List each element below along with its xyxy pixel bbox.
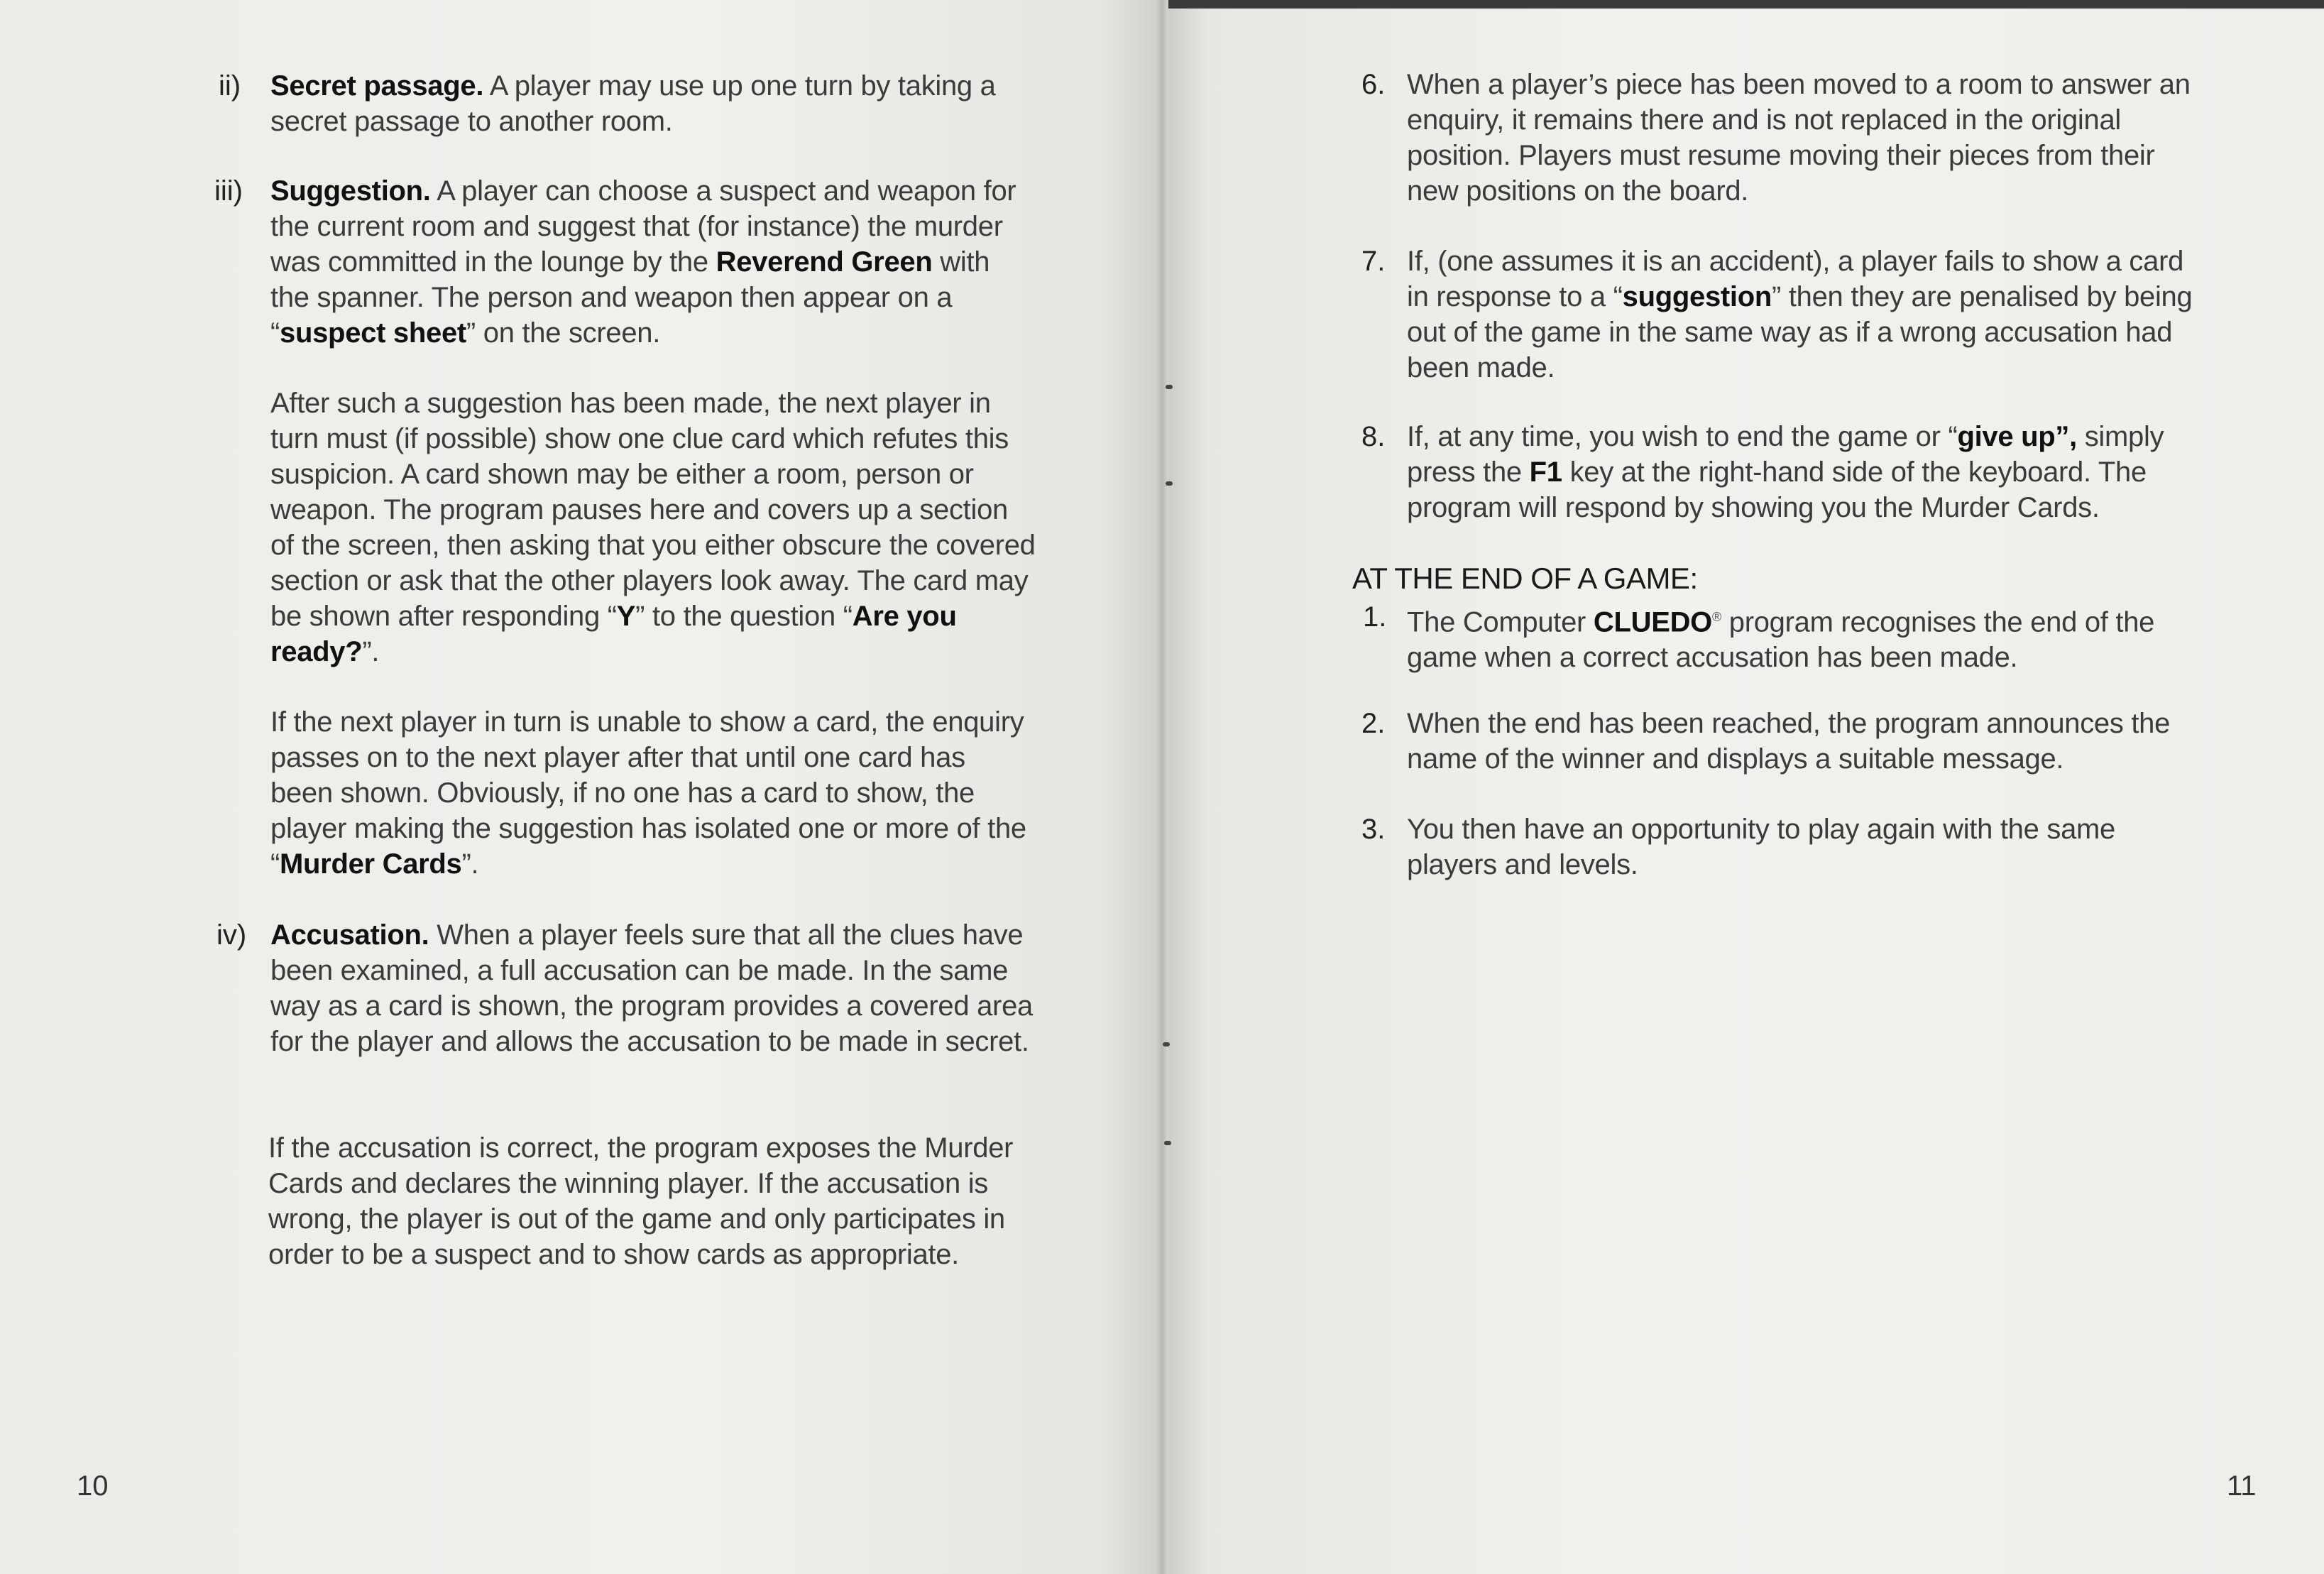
numbered-item: If, (one assumes it is an accident), a player fails to show a card in response to a “suggestion” then they are penalised by being out of the game in the same way as if a wrong accusation had been made.	[1407, 246, 2193, 383]
page-gutter	[1156, 0, 1168, 1574]
item-text: Secret passage. A player may use up one turn by taking a secret passage to another room.	[270, 70, 996, 137]
item-marker: iv)	[216, 919, 247, 951]
binding-mark	[1163, 1042, 1170, 1046]
item-marker: 1.	[1363, 601, 1387, 633]
item-marker: 8.	[1361, 421, 1386, 452]
item-marker: 2.	[1361, 708, 1386, 739]
item-marker: 3.	[1361, 814, 1386, 845]
item-marker: ii)	[219, 70, 241, 102]
binding-mark	[1166, 481, 1173, 486]
item-term: Secret passage.	[270, 70, 484, 102]
end-game-item: You then have an opportunity to play again with the same players and levels.	[1407, 814, 2115, 880]
item-term: Suggestion.	[270, 175, 431, 207]
end-game-item: The Computer CLUEDO® program recognises the end of the game when a correct accusation has been made.	[1407, 606, 2155, 674]
right-page	[1162, 0, 2324, 1574]
accusation-item	[270, 917, 1037, 1059]
end-game-item: When the end has been reached, the program announces the name of the winner and displays a suitable message.	[1407, 708, 2171, 775]
scan-edge-shadow	[1168, 0, 2324, 9]
suggestion-paragraph: If the next player in turn is unable to show a card, the enquiry passes on to the next player after that until one card has been shown. Obviously, if no one has a card to show, the player making the suggestion has isolated one or more of the “Murder Cards”.	[270, 706, 1026, 880]
item-marker: iii)	[214, 175, 243, 207]
numbered-item: If, at any time, you wish to end the game or “give up”, simply press the F1 key at the right-hand side of the keyboard. The program will respond by showing you the Murder Cards.	[1407, 421, 2164, 523]
binding-mark	[1166, 385, 1173, 389]
accusation-paragraph: If the accusation is correct, the program exposes the Murder Cards and declares the winning player. If the accusation is wrong, the player is out of the game and only participates in order to be a suspect and to show cards as appropriate.	[268, 1132, 1014, 1270]
page-number: 10	[77, 1470, 109, 1502]
item-text: Suggestion. A player can choose a suspect and weapon for the current room and suggest that (for instance) the murder was committed in the lounge by the Reverend Green with the spanner. The person and weapon then appear on a “suspect sheet” on the screen.	[270, 175, 1016, 349]
section-heading: AT THE END OF A GAME:	[1352, 562, 1698, 595]
item-text: Accusation. When a player feels sure that all the clues have been examined, a full accusation can be made. In the same way as a card is shown, the program provides a covered area for the player and allows the accusation to be made in secret.	[270, 919, 1033, 1057]
numbered-item: When a player’s piece has been moved to a room to answer an enquiry, it remains there and is not replaced in the original position. Players must resume moving their pieces from their new positions on the board.	[1407, 69, 2191, 207]
item-marker: 6.	[1361, 69, 1386, 100]
suggestion-paragraph: After such a suggestion has been made, the next player in turn must (if possible) show one clue card which refutes this suspicion. A card shown may be either a room, person or weapon. The program pauses here and covers up a section of the screen, then asking that you either obscure the covered section or ask that the other players look away. The card may be shown after responding “Y” to the question “Are you ready?”.	[270, 388, 1036, 667]
page-number: 11	[2227, 1470, 2257, 1502]
secret-passage-item	[270, 68, 1030, 139]
item-term: Accusation.	[270, 919, 429, 951]
binding-mark	[1164, 1141, 1171, 1145]
item-marker: 7.	[1361, 246, 1386, 277]
suggestion-item	[270, 173, 1023, 351]
